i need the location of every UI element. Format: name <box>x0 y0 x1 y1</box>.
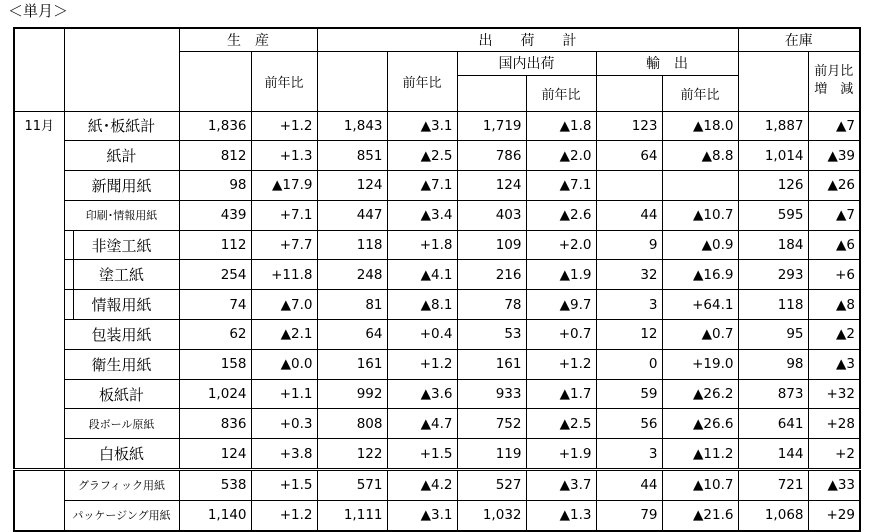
shipments-cell: 161 <box>317 349 387 379</box>
domestic-yoy-cell: +0.7 <box>526 320 596 350</box>
shipments-cell: 992 <box>317 379 387 409</box>
production-cell: 112 <box>179 230 251 260</box>
shipments-yoy-cell: +1.5 <box>387 439 457 470</box>
inventory-cell: 184 <box>738 230 808 260</box>
domestic-cell: 216 <box>457 260 526 290</box>
paper-statistics-table <box>13 27 861 532</box>
production-yoy-cell: +1.3 <box>251 141 317 171</box>
shipments-yoy-cell: +0.4 <box>387 320 457 350</box>
production-yoy-cell: +1.2 <box>251 500 317 530</box>
export-yoy-cell: ▲26.6 <box>662 409 738 439</box>
inventory-cell: 641 <box>738 409 808 439</box>
export-cell: 123 <box>596 111 662 141</box>
export-yoy-cell: ▲10.7 <box>662 470 738 501</box>
production-yoy-cell: +7.7 <box>251 230 317 260</box>
table-row <box>14 171 860 201</box>
table-row <box>14 379 860 409</box>
inventory-header: 在庫 <box>738 28 860 51</box>
category-cell: 包装用紙 <box>64 320 179 350</box>
domestic-cell: 119 <box>457 439 526 470</box>
category-cell: 非塗工紙 <box>64 230 179 260</box>
export-cell: 3 <box>596 439 662 470</box>
domestic-cell: 527 <box>457 470 526 501</box>
shipments-cell: 571 <box>317 470 387 501</box>
table-body <box>14 111 860 531</box>
month-cell: 11月 <box>14 111 64 470</box>
export-value-header <box>596 75 662 111</box>
export-yoy-cell: +64.1 <box>662 290 738 320</box>
domestic-yoy-cell: ▲2.5 <box>526 409 596 439</box>
table-row <box>14 200 860 230</box>
category-cell: 紙･板紙計 <box>64 111 179 141</box>
production-yoy-cell: +1.5 <box>251 470 317 501</box>
production-yoy-cell: ▲7.0 <box>251 290 317 320</box>
table-row <box>14 290 860 320</box>
category-cell: グラフィック用紙 <box>64 470 179 501</box>
production-yoy-cell: ▲2.1 <box>251 320 317 350</box>
category-cell: 衛生用紙 <box>64 349 179 379</box>
shipments-yoy-cell: ▲8.1 <box>387 290 457 320</box>
export-yoy-cell: ▲0.9 <box>662 230 738 260</box>
category-cell: 印刷･情報用紙 <box>64 200 179 230</box>
shipments-yoy-cell: ▲2.5 <box>387 141 457 171</box>
table-row <box>14 230 860 260</box>
category-cell: 板紙計 <box>64 379 179 409</box>
inventory-cell: 1,014 <box>738 141 808 171</box>
shipments-yoy-cell: ▲4.1 <box>387 260 457 290</box>
inventory-change-cell: ▲2 <box>808 320 860 350</box>
production-yoy-header: 前年比 <box>251 51 317 111</box>
category-cell: 紙計 <box>64 141 179 171</box>
production-cell: 254 <box>179 260 251 290</box>
production-cell: 1,140 <box>179 500 251 530</box>
inventory-change-cell: ▲7 <box>808 200 860 230</box>
inventory-change-cell: ▲7 <box>808 111 860 141</box>
production-yoy-cell: +1.1 <box>251 379 317 409</box>
domestic-yoy-header: 前年比 <box>526 75 596 111</box>
shipments-cell: 124 <box>317 171 387 201</box>
inventory-cell: 144 <box>738 439 808 470</box>
domestic-cell: 1,719 <box>457 111 526 141</box>
shipments-cell: 118 <box>317 230 387 260</box>
shipments-cell: 64 <box>317 320 387 350</box>
production-cell: 98 <box>179 171 251 201</box>
domestic-yoy-cell: +1.9 <box>526 439 596 470</box>
table-row <box>14 470 860 501</box>
shipments-yoy-cell: ▲3.1 <box>387 500 457 530</box>
export-cell: 64 <box>596 141 662 171</box>
table-row <box>14 260 860 290</box>
export-cell: 0 <box>596 349 662 379</box>
production-yoy-cell: ▲17.9 <box>251 171 317 201</box>
shipments-yoy-cell: ▲4.2 <box>387 470 457 501</box>
domestic-cell: 109 <box>457 230 526 260</box>
inventory-change-cell: +28 <box>808 409 860 439</box>
shipments-yoy-cell: +1.8 <box>387 230 457 260</box>
shipments-cell: 248 <box>317 260 387 290</box>
production-cell: 538 <box>179 470 251 501</box>
category-cell: 新聞用紙 <box>64 171 179 201</box>
export-cell: 12 <box>596 320 662 350</box>
shipments-cell: 851 <box>317 141 387 171</box>
domestic-yoy-cell: ▲1.3 <box>526 500 596 530</box>
domestic-yoy-cell: ▲7.1 <box>526 171 596 201</box>
production-cell: 1,024 <box>179 379 251 409</box>
export-cell <box>596 171 662 201</box>
domestic-cell: 1,032 <box>457 500 526 530</box>
domestic-cell: 752 <box>457 409 526 439</box>
table-row <box>14 141 860 171</box>
inventory-cell: 1,887 <box>738 111 808 141</box>
category-cell: 段ボール原紙 <box>64 409 179 439</box>
inventory-change-cell: ▲26 <box>808 171 860 201</box>
domestic-value-header <box>457 75 526 111</box>
export-yoy-cell: ▲0.7 <box>662 320 738 350</box>
export-cell: 56 <box>596 409 662 439</box>
export-yoy-cell: ▲10.7 <box>662 200 738 230</box>
export-yoy-cell <box>662 171 738 201</box>
domestic-yoy-cell: ▲1.9 <box>526 260 596 290</box>
inventory-cell: 595 <box>738 200 808 230</box>
domestic-cell: 78 <box>457 290 526 320</box>
inventory-cell: 873 <box>738 379 808 409</box>
month-cell-empty <box>14 470 64 531</box>
production-cell: 124 <box>179 439 251 470</box>
export-yoy-cell: ▲18.0 <box>662 111 738 141</box>
export-yoy-cell: ▲8.8 <box>662 141 738 171</box>
inventory-change-cell: +6 <box>808 260 860 290</box>
shipments-cell: 1,843 <box>317 111 387 141</box>
production-yoy-cell: +7.1 <box>251 200 317 230</box>
export-yoy-header: 前年比 <box>662 75 738 111</box>
export-yoy-cell: ▲21.6 <box>662 500 738 530</box>
inventory-change-cell: +2 <box>808 439 860 470</box>
export-cell: 59 <box>596 379 662 409</box>
inventory-change-cell: ▲39 <box>808 141 860 171</box>
export-cell: 79 <box>596 500 662 530</box>
shipments-yoy-cell: ▲7.1 <box>387 171 457 201</box>
category-cell: パッケージング用紙 <box>64 500 179 530</box>
inventory-cell: 721 <box>738 470 808 501</box>
production-yoy-cell: +0.3 <box>251 409 317 439</box>
production-cell: 158 <box>179 349 251 379</box>
inventory-change-cell: ▲33 <box>808 470 860 501</box>
inventory-change-label-2: 増 減 <box>814 82 854 97</box>
production-cell: 62 <box>179 320 251 350</box>
shipments-value-header <box>317 51 387 111</box>
domestic-yoy-cell: +1.2 <box>526 349 596 379</box>
domestic-cell: 124 <box>457 171 526 201</box>
table-row <box>14 111 860 141</box>
month-header <box>14 28 64 111</box>
shipments-yoy-cell: ▲3.1 <box>387 111 457 141</box>
category-cell: 塗工紙 <box>64 260 179 290</box>
export-cell: 9 <box>596 230 662 260</box>
domestic-yoy-cell: ▲9.7 <box>526 290 596 320</box>
production-yoy-cell: ▲0.0 <box>251 349 317 379</box>
inventory-cell: 293 <box>738 260 808 290</box>
export-cell: 44 <box>596 470 662 501</box>
production-cell: 1,836 <box>179 111 251 141</box>
export-yoy-cell: +19.0 <box>662 349 738 379</box>
production-yoy-cell: +1.2 <box>251 111 317 141</box>
table-row <box>14 439 860 470</box>
category-header <box>64 28 179 111</box>
inventory-cell: 126 <box>738 171 808 201</box>
shipments-cell: 447 <box>317 200 387 230</box>
category-cell: 情報用紙 <box>64 290 179 320</box>
export-yoy-cell: ▲26.2 <box>662 379 738 409</box>
inventory-cell: 98 <box>738 349 808 379</box>
export-yoy-cell: ▲11.2 <box>662 439 738 470</box>
shipments-yoy-header: 前年比 <box>387 51 457 111</box>
production-value-header <box>179 51 251 111</box>
table-row <box>14 349 860 379</box>
production-header: 生 産 <box>179 28 317 51</box>
export-yoy-cell: ▲16.9 <box>662 260 738 290</box>
inventory-cell: 1,068 <box>738 500 808 530</box>
shipments-yoy-cell: +1.2 <box>387 349 457 379</box>
domestic-yoy-cell: +2.0 <box>526 230 596 260</box>
domestic-yoy-cell: ▲2.0 <box>526 141 596 171</box>
shipments-cell: 1,111 <box>317 500 387 530</box>
table-row <box>14 409 860 439</box>
domestic-cell: 53 <box>457 320 526 350</box>
production-yoy-cell: +3.8 <box>251 439 317 470</box>
table-row <box>14 500 860 530</box>
production-cell: 812 <box>179 141 251 171</box>
shipments-cell: 81 <box>317 290 387 320</box>
export-cell: 44 <box>596 200 662 230</box>
domestic-yoy-cell: ▲1.8 <box>526 111 596 141</box>
production-cell: 836 <box>179 409 251 439</box>
inventory-change-cell: ▲8 <box>808 290 860 320</box>
domestic-yoy-cell: ▲3.7 <box>526 470 596 501</box>
domestic-cell: 161 <box>457 349 526 379</box>
inventory-change-cell: +32 <box>808 379 860 409</box>
production-yoy-cell: +11.8 <box>251 260 317 290</box>
domestic-yoy-cell: ▲1.7 <box>526 379 596 409</box>
inventory-change-cell: ▲6 <box>808 230 860 260</box>
domestic-cell: 403 <box>457 200 526 230</box>
domestic-cell: 933 <box>457 379 526 409</box>
inventory-change-cell: +29 <box>808 500 860 530</box>
export-cell: 3 <box>596 290 662 320</box>
inventory-value-header <box>738 51 808 111</box>
shipments-cell: 808 <box>317 409 387 439</box>
shipments-cell: 122 <box>317 439 387 470</box>
production-cell: 439 <box>179 200 251 230</box>
table-row <box>14 320 860 350</box>
shipments-header: 出 荷 計 <box>317 28 738 51</box>
export-header: 輸 出 <box>596 51 738 75</box>
inventory-cell: 118 <box>738 290 808 320</box>
domestic-yoy-cell: ▲2.6 <box>526 200 596 230</box>
shipments-yoy-cell: ▲3.4 <box>387 200 457 230</box>
inventory-change-header <box>808 51 860 111</box>
inventory-change-label-1: 前月比 <box>814 64 854 79</box>
domestic-header: 国内出荷 <box>457 51 596 75</box>
shipments-yoy-cell: ▲3.6 <box>387 379 457 409</box>
inventory-change-cell: ▲3 <box>808 349 860 379</box>
inventory-cell: 95 <box>738 320 808 350</box>
shipments-yoy-cell: ▲4.7 <box>387 409 457 439</box>
production-cell: 74 <box>179 290 251 320</box>
domestic-cell: 786 <box>457 141 526 171</box>
category-cell: 白板紙 <box>64 439 179 470</box>
export-cell: 32 <box>596 260 662 290</box>
table-caption: ＜単月＞ <box>8 2 69 20</box>
